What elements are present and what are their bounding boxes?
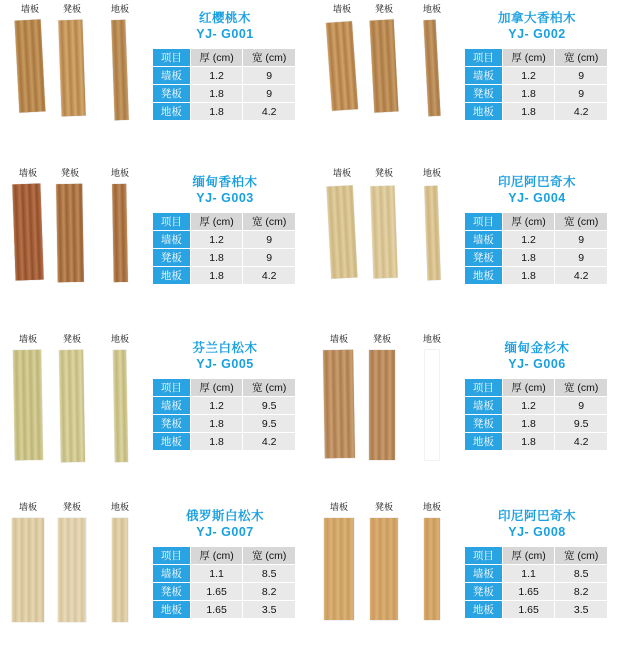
wood-sample-label: 凳板 (374, 502, 393, 512)
spec-row-label: 凳板 (153, 415, 191, 433)
spec-header-item: 项目 (465, 379, 503, 397)
spec-table (464, 212, 608, 285)
spec-width-value: 9.5 (243, 397, 296, 415)
table-row (153, 67, 296, 85)
wood-sample (106, 4, 134, 120)
wood-sample-label: 地板 (422, 334, 441, 344)
spec-width-value: 4.2 (555, 433, 608, 451)
spec-header-thickness: 厚 (cm) (502, 547, 555, 565)
spec-width-value: 3.5 (243, 601, 296, 619)
spec-width-value: 9 (243, 67, 296, 85)
table-row (153, 601, 296, 619)
table-row (153, 231, 296, 249)
table-row (465, 85, 608, 103)
spec-thickness-value: 1.2 (190, 67, 243, 85)
wood-sample-label: 凳板 (374, 4, 393, 14)
spec-thickness-value: 1.65 (190, 583, 243, 601)
table-row (465, 433, 608, 451)
wood-sample-label: 凳板 (62, 502, 81, 512)
spec-thickness-value: 1.65 (502, 583, 555, 601)
table-row (153, 565, 296, 583)
wood-board-image (324, 518, 354, 620)
product-title-block (464, 340, 610, 373)
table-row (465, 103, 608, 121)
wood-sample-label: 凳板 (374, 168, 393, 178)
product-title-block (464, 508, 610, 541)
wood-sample-label: 墙板 (329, 334, 348, 344)
wood-sample (58, 334, 86, 462)
spec-row-label: 墙板 (465, 565, 503, 583)
table-row (153, 433, 296, 451)
spec-thickness-value: 1.1 (502, 565, 555, 583)
spec-header-item: 项目 (153, 49, 191, 67)
spec-width-value: 9.5 (243, 415, 296, 433)
spec-width-value: 9 (243, 85, 296, 103)
table-row (465, 583, 608, 601)
table-row (153, 415, 296, 433)
spec-row-label: 地板 (465, 601, 503, 619)
table-row (465, 249, 608, 267)
wood-sample-label: 凳板 (60, 168, 79, 178)
wood-sample-group (6, 502, 156, 662)
wood-board-image (424, 518, 440, 620)
spec-header-width: 宽 (cm) (243, 379, 296, 397)
spec-width-value: 9 (243, 231, 296, 249)
wood-sample (14, 168, 42, 280)
spec-width-value: 9 (555, 67, 608, 85)
spec-table (152, 48, 296, 121)
spec-header-thickness: 厚 (cm) (190, 379, 243, 397)
wood-board-image (323, 350, 355, 459)
table-row (465, 267, 608, 285)
spec-thickness-value: 1.65 (502, 601, 555, 619)
product-title-block (464, 10, 610, 43)
spec-width-value: 9 (555, 249, 608, 267)
spec-header-item: 项目 (153, 547, 191, 565)
wood-board-image (12, 184, 43, 281)
spec-width-value: 9 (243, 249, 296, 267)
product-card (312, 334, 612, 494)
table-row (153, 397, 296, 415)
product-name: 缅甸金杉木 (504, 341, 570, 355)
spec-thickness-value: 1.8 (502, 433, 555, 451)
product-title-block (152, 340, 298, 373)
wood-sample (418, 334, 446, 460)
spec-width-value: 8.2 (555, 583, 608, 601)
spec-width-value: 9 (555, 231, 608, 249)
wood-board-image (425, 350, 439, 460)
spec-thickness-value: 1.2 (502, 231, 555, 249)
wood-sample-group (318, 502, 468, 662)
spec-width-value: 4.2 (555, 267, 608, 285)
product-name: 印尼阿巴奇木 (497, 175, 576, 189)
product-code: YJ- G004 (508, 191, 566, 205)
wood-sample (370, 168, 398, 278)
spec-table (152, 378, 296, 451)
wood-board-image (113, 350, 128, 462)
wood-sample-label: 地板 (110, 168, 129, 178)
spec-row-label: 墙板 (153, 397, 191, 415)
wood-board-image (423, 20, 440, 116)
spec-thickness-value: 1.8 (190, 433, 243, 451)
spec-row-label: 地板 (153, 433, 191, 451)
wood-sample (56, 168, 84, 282)
spec-table-header-row (465, 547, 608, 565)
wood-sample (106, 168, 134, 282)
product-code: YJ- G003 (196, 191, 254, 205)
wood-board-image (370, 518, 398, 620)
table-row (153, 249, 296, 267)
spec-table-header-row (465, 379, 608, 397)
wood-sample-label: 地板 (110, 502, 129, 512)
table-row (465, 565, 608, 583)
wood-sample-label: 墙板 (332, 168, 351, 178)
product-code: YJ- G006 (508, 357, 566, 371)
wood-sample-label: 墙板 (329, 502, 348, 512)
spec-header-width: 宽 (cm) (555, 379, 608, 397)
wood-sample (106, 334, 134, 462)
wood-sample (14, 334, 42, 460)
wood-sample-label: 墙板 (20, 4, 39, 14)
spec-row-label: 地板 (153, 267, 191, 285)
product-code: YJ- G002 (508, 27, 566, 41)
table-row (465, 415, 608, 433)
wood-sample (58, 4, 86, 116)
wood-sample (106, 502, 134, 622)
table-row (465, 397, 608, 415)
spec-table-header-row (153, 213, 296, 231)
wood-sample-group (6, 4, 156, 164)
wood-board-image (56, 184, 84, 282)
spec-row-label: 凳板 (465, 249, 503, 267)
wood-sample (58, 502, 86, 622)
spec-width-value: 9.5 (555, 415, 608, 433)
spec-header-width: 宽 (cm) (243, 547, 296, 565)
spec-row-label: 墙板 (153, 231, 191, 249)
wood-board-image (326, 21, 358, 111)
table-row (153, 85, 296, 103)
spec-header-width: 宽 (cm) (555, 213, 608, 231)
table-row (465, 601, 608, 619)
spec-width-value: 4.2 (243, 103, 296, 121)
spec-header-thickness: 厚 (cm) (502, 49, 555, 67)
wood-board-image (58, 20, 85, 117)
product-title-block (152, 10, 298, 43)
spec-thickness-value: 1.8 (502, 267, 555, 285)
spec-table (152, 546, 296, 619)
spec-thickness-value: 1.2 (190, 397, 243, 415)
product-code: YJ- G005 (196, 357, 254, 371)
spec-width-value: 4.2 (555, 103, 608, 121)
spec-row-label: 凳板 (465, 583, 503, 601)
spec-header-thickness: 厚 (cm) (190, 49, 243, 67)
wood-sample (368, 334, 396, 460)
spec-row-label: 凳板 (153, 583, 191, 601)
spec-header-item: 项目 (465, 49, 503, 67)
spec-table-header-row (465, 213, 608, 231)
spec-row-label: 地板 (465, 103, 503, 121)
wood-sample (328, 4, 356, 110)
wood-sample-label: 墙板 (18, 334, 37, 344)
spec-table (464, 48, 608, 121)
table-row (153, 267, 296, 285)
product-name: 俄罗斯白松木 (185, 509, 264, 523)
wood-board-image (59, 350, 85, 462)
wood-sample-label: 地板 (110, 334, 129, 344)
wood-board-image (369, 350, 395, 460)
spec-table (464, 378, 608, 451)
spec-header-thickness: 厚 (cm) (502, 213, 555, 231)
wood-sample-group (6, 168, 156, 328)
spec-header-item: 项目 (465, 213, 503, 231)
spec-table-header-row (153, 49, 296, 67)
spec-header-thickness: 厚 (cm) (190, 547, 243, 565)
product-card (312, 4, 612, 164)
wood-sample-label: 地板 (422, 4, 441, 14)
product-name: 芬兰白松木 (192, 341, 258, 355)
spec-header-thickness: 厚 (cm) (190, 213, 243, 231)
spec-row-label: 凳板 (465, 415, 503, 433)
spec-thickness-value: 1.8 (190, 267, 243, 285)
wood-sample-label: 墙板 (18, 502, 37, 512)
wood-sample-group (6, 334, 156, 494)
wood-board-image (58, 518, 86, 622)
spec-row-label: 凳板 (153, 249, 191, 267)
spec-width-value: 4.2 (243, 433, 296, 451)
spec-table (464, 546, 608, 619)
wood-sample-group (318, 334, 468, 494)
product-name: 加拿大香柏木 (497, 11, 576, 25)
spec-row-label: 墙板 (153, 67, 191, 85)
spec-header-width: 宽 (cm) (555, 547, 608, 565)
product-title-block (464, 174, 610, 207)
spec-thickness-value: 1.2 (502, 397, 555, 415)
product-title-block (152, 508, 298, 541)
table-row (465, 67, 608, 85)
wood-board-image (12, 518, 44, 622)
product-code: YJ- G007 (196, 525, 254, 539)
product-card (0, 502, 300, 662)
spec-thickness-value: 1.8 (190, 85, 243, 103)
wood-sample (370, 502, 398, 620)
spec-width-value: 9 (555, 85, 608, 103)
spec-row-label: 墙板 (465, 397, 503, 415)
spec-row-label: 地板 (153, 601, 191, 619)
spec-header-item: 项目 (153, 379, 191, 397)
spec-row-label: 凳板 (465, 85, 503, 103)
wood-sample-group (318, 4, 468, 164)
spec-table-header-row (465, 49, 608, 67)
wood-sample-label: 凳板 (62, 4, 81, 14)
wood-board-image (15, 19, 46, 112)
spec-thickness-value: 1.65 (190, 601, 243, 619)
spec-width-value: 4.2 (243, 267, 296, 285)
wood-sample (324, 502, 354, 620)
product-code: YJ- G008 (508, 525, 566, 539)
spec-row-label: 地板 (465, 267, 503, 285)
spec-width-value: 8.5 (555, 565, 608, 583)
wood-board-image (112, 518, 128, 622)
wood-sample-label: 墙板 (18, 168, 37, 178)
wood-board-image (370, 19, 399, 112)
wood-sample (370, 4, 398, 112)
product-card (0, 168, 300, 328)
spec-thickness-value: 1.1 (190, 565, 243, 583)
spec-row-label: 地板 (153, 103, 191, 121)
product-name: 缅甸香柏木 (192, 175, 258, 189)
wood-sample (418, 168, 446, 280)
spec-table-header-row (153, 547, 296, 565)
product-card (0, 334, 300, 494)
product-card (312, 168, 612, 328)
spec-row-label: 墙板 (153, 565, 191, 583)
wood-sample (324, 334, 354, 458)
table-row (465, 231, 608, 249)
spec-thickness-value: 1.8 (190, 103, 243, 121)
spec-row-label: 地板 (465, 433, 503, 451)
product-name: 红樱桃木 (198, 11, 251, 25)
spec-row-label: 墙板 (465, 231, 503, 249)
wood-sample-label: 地板 (422, 168, 441, 178)
wood-sample-label: 墙板 (332, 4, 351, 14)
wood-sample-label: 凳板 (62, 334, 81, 344)
wood-sample (328, 168, 356, 278)
spec-table-header-row (153, 379, 296, 397)
spec-thickness-value: 1.8 (190, 249, 243, 267)
product-card (0, 4, 300, 164)
wood-board-image (370, 186, 397, 279)
wood-board-image (111, 20, 128, 120)
spec-thickness-value: 1.8 (502, 85, 555, 103)
spec-width-value: 3.5 (555, 601, 608, 619)
spec-width-value: 8.2 (243, 583, 296, 601)
wood-board-image (327, 185, 358, 278)
wood-sample-label: 地板 (422, 502, 441, 512)
spec-header-width: 宽 (cm) (555, 49, 608, 67)
spec-width-value: 8.5 (243, 565, 296, 583)
wood-sample-label: 凳板 (372, 334, 391, 344)
product-title-block (152, 174, 298, 207)
wood-sample (418, 502, 446, 620)
product-code: YJ- G001 (196, 27, 254, 41)
spec-header-item: 项目 (153, 213, 191, 231)
spec-table (152, 212, 296, 285)
spec-thickness-value: 1.8 (502, 249, 555, 267)
wood-board-image (424, 186, 440, 280)
product-name: 印尼阿巴奇木 (497, 509, 576, 523)
spec-thickness-value: 1.2 (502, 67, 555, 85)
wood-sample (12, 502, 44, 622)
spec-thickness-value: 1.8 (190, 415, 243, 433)
spec-header-item: 项目 (465, 547, 503, 565)
wood-sample (16, 4, 44, 112)
spec-thickness-value: 1.8 (502, 103, 555, 121)
spec-thickness-value: 1.2 (190, 231, 243, 249)
table-row (153, 103, 296, 121)
spec-width-value: 9 (555, 397, 608, 415)
wood-board-image (112, 184, 128, 282)
spec-row-label: 凳板 (153, 85, 191, 103)
product-card (312, 502, 612, 662)
spec-thickness-value: 1.8 (502, 415, 555, 433)
spec-header-width: 宽 (cm) (243, 213, 296, 231)
table-row (153, 583, 296, 601)
spec-header-width: 宽 (cm) (243, 49, 296, 67)
wood-board-image (13, 350, 43, 460)
wood-sample-label: 地板 (110, 4, 129, 14)
spec-header-thickness: 厚 (cm) (502, 379, 555, 397)
spec-row-label: 墙板 (465, 67, 503, 85)
wood-sample (418, 4, 446, 116)
wood-sample-group (318, 168, 468, 328)
